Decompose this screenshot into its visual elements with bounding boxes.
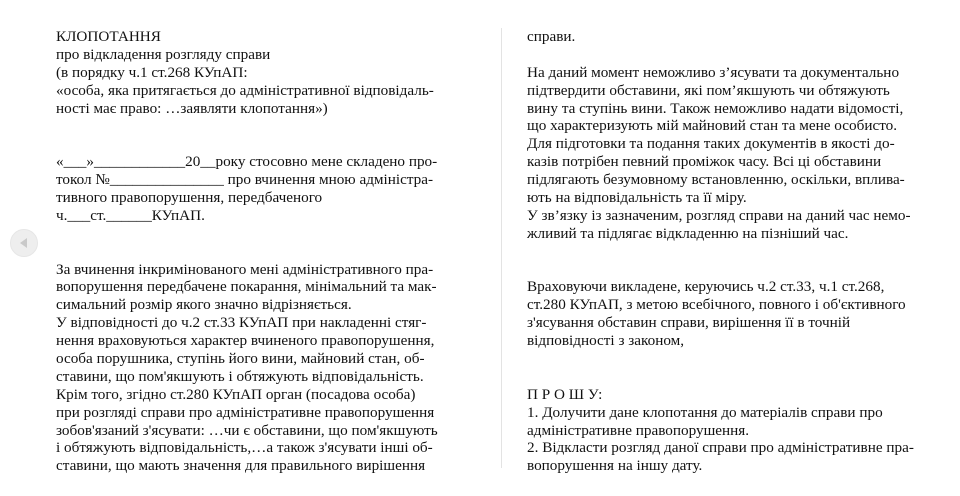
text-line: П Р О Ш У:: [527, 385, 603, 403]
text-line: жливий та підлягає відкладенню на пізніший час.: [527, 224, 849, 242]
text-line: вину та ступінь вини. Також неможливо надати відомості,: [527, 99, 904, 117]
text-line: [56, 243, 486, 261]
text-line: 2. Відкласти розгляд даної справи про адміністративне пра-: [527, 439, 914, 457]
text-line: і обтяжують відповідальність,…а також з'ясувати інші об-: [56, 439, 433, 457]
text-line: підтвердити обставини, які пом’якшують чи обтяжують: [527, 81, 890, 99]
text-line: адміністративне правопорушення.: [527, 421, 750, 439]
text-line: За вчинення інкримінованого мені адміністративного пра-: [56, 260, 434, 278]
text-line: справи.: [527, 28, 576, 45]
text-line: тивного правопорушення, передбаченого: [56, 189, 323, 207]
text-line: «особа, яка притягається до адміністративної відповідаль-: [56, 81, 434, 99]
previous-page-button[interactable]: [10, 229, 38, 257]
text-line: при розгляді справи про адміністративне правопорушення: [56, 403, 435, 421]
text-line: [527, 46, 947, 64]
text-line: [527, 243, 947, 261]
text-line: «___»____________20__року стосовно мене складено про-: [56, 153, 438, 171]
text-line: [56, 117, 486, 135]
text-line: [527, 350, 947, 368]
text-line: На даний момент неможливо з’ясувати та документально: [527, 63, 900, 81]
text-line: КЛОПОТАННЯ: [56, 28, 161, 45]
triangle-left-icon: [18, 237, 30, 249]
text-line: (в порядку ч.1 ст.268 КУпАП:: [56, 63, 248, 81]
document-left-column: [56, 28, 486, 475]
text-line: нення враховуються характер вчиненого правопорушення,: [56, 332, 435, 350]
text-line: токол №_______________ про вчинення мною адміністра-: [56, 171, 434, 189]
text-line: Крім того, згідно ст.280 КУпАП орган (посадова особа): [56, 385, 416, 403]
text-line: особа порушника, ступінь його вини, майновий стан, об-: [56, 350, 425, 368]
text-line: вопорушення передбачене покарання, мінімальний та мак-: [56, 278, 437, 296]
text-line: [56, 135, 486, 153]
text-line: [527, 368, 947, 386]
text-line: про відкладення розгляду справи: [56, 45, 271, 63]
text-line: ч.___ст.______КУпАП.: [56, 206, 205, 224]
text-line: що характеризують мій майновий стан та мене особисто.: [527, 117, 898, 135]
text-line: ставини, що пом'якшують і обтяжують відповідальність.: [56, 367, 424, 385]
text-line: підлягають безумовному встановленню, оскільки, вплива-: [527, 171, 905, 189]
text-line: ності має право: …заявляти клопотання»): [56, 99, 328, 117]
text-line: казів потрібен певний проміжок часу. Всі ці обставини: [527, 153, 882, 171]
document-right-column: [527, 28, 947, 475]
text-line: У зв’язку із зазначеним, розгляд справи на даний час немо-: [527, 206, 911, 224]
text-line: Враховуючи викладене, керуючись ч.2 ст.33, ч.1 ст.268,: [527, 278, 885, 296]
text-line: 1. Долучити дане клопотання до матеріалів справи про: [527, 403, 883, 421]
text-line: з'ясування обставин справи, вирішення її в точній: [527, 314, 851, 332]
text-line: [527, 261, 947, 279]
column-divider: [501, 28, 502, 468]
text-line: зобов'язаний з'ясувати: …чи є обставини, що пом'якшують: [56, 421, 438, 439]
text-line: [56, 225, 486, 243]
text-line: ють на відповідальність та її міру.: [527, 189, 747, 207]
text-line: ст.280 КУпАП, з метою всебічного, повного і об'єктивного: [527, 296, 906, 314]
text-line: симальний розмір якого значно відрізняється.: [56, 296, 352, 314]
text-line: ставини, що мають значення для правильного вирішення: [56, 457, 426, 475]
text-line: У відповідності до ч.2 ст.33 КУпАП при накладенні стяг-: [56, 314, 427, 332]
text-line: Для підготовки та подання таких документів в якості до-: [527, 135, 895, 153]
text-line: вопорушення на іншу дату.: [527, 457, 703, 475]
text-line: відповідності з законом,: [527, 332, 685, 350]
